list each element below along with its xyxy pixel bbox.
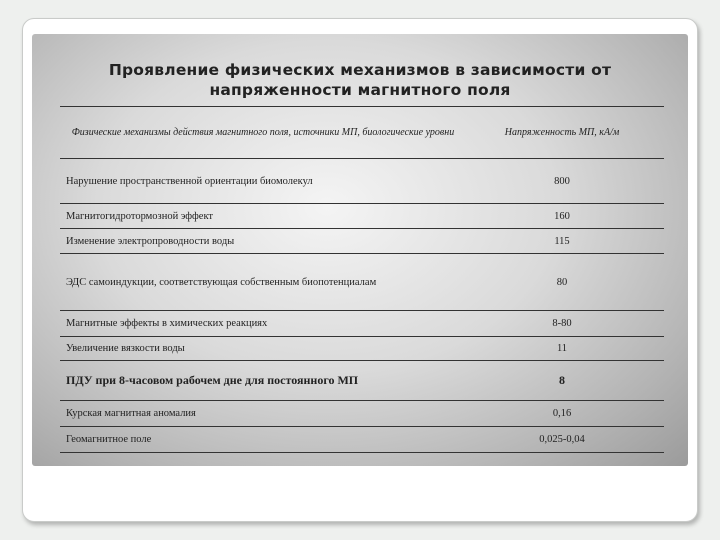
row-name: Увеличение вязкости воды (60, 337, 460, 361)
slide-title (60, 60, 660, 100)
row-value: 8-80 (460, 311, 664, 337)
table-row (60, 311, 664, 337)
row-name: Магнитогидротормозной эффект (60, 204, 460, 229)
table-row (60, 229, 664, 254)
table-row (60, 159, 664, 204)
row-name: Магнитные эффекты в химических реакциях (60, 311, 460, 337)
title-line-2: напряженности магнитного поля (209, 81, 511, 99)
row-name: Изменение электропроводности воды (60, 229, 460, 254)
row-value: 80 (460, 254, 664, 311)
table-row (60, 361, 664, 401)
header-field-strength: Напряженность МП, кА/м (460, 107, 664, 159)
row-value: 0,16 (460, 401, 664, 427)
table-header-row (60, 107, 664, 159)
table-row (60, 427, 664, 453)
row-value: 8 (460, 361, 664, 401)
row-value: 800 (460, 159, 664, 204)
header-mechanisms: Физические механизмы действия магнитного поля, источники МП, биологические уровни (60, 107, 460, 159)
row-value: 160 (460, 204, 664, 229)
table-row (60, 204, 664, 229)
table-row (60, 254, 664, 311)
row-name: ЭДС самоиндукции, соответствующая собственным биопотенциалам (60, 254, 460, 311)
mechanisms-table (60, 106, 664, 453)
title-line-1: Проявление физических механизмов в зависимости от (108, 61, 612, 79)
table-row (60, 401, 664, 427)
row-value: 11 (460, 337, 664, 361)
row-value: 115 (460, 229, 664, 254)
row-name: Курская магнитная аномалия (60, 401, 460, 427)
table-row (60, 337, 664, 361)
row-value: 0,025-0,04 (460, 427, 664, 453)
row-name: Геомагнитное поле (60, 427, 460, 453)
row-name: ПДУ при 8-часовом рабочем дне для постоянного МП (60, 361, 460, 401)
row-name: Нарушение пространственной ориентации биомолекул (60, 159, 460, 204)
